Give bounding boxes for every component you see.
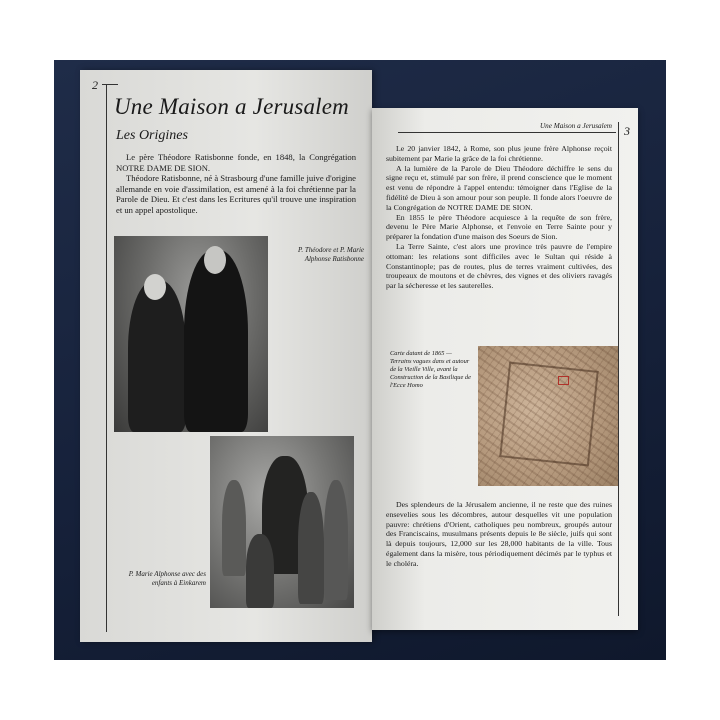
history-text bbox=[386, 144, 612, 291]
history-paragraph: Le 20 janvier 1842, à Rome, son plus jeune frère Alphonse reçoit subitement par Marie la grâce de la foi chrétienne. bbox=[386, 144, 612, 163]
history-paragraph: A la lumière de la Parole de Dieu Théodore déchiffre le sens du signe reçu et, stimulé par son frère, il prend conscience que le moment est venu de répondre à l'appel entendu: témoigner dans l'Eglise de la fidélité de Dieu à son amour pour son peuple. Il fonde alors l'oeuvre de la Congrégation de NOTRE DAME DE SION. bbox=[386, 163, 612, 212]
photo1-caption: P. Théodore et P. Marie Alphonse Ratisbonne bbox=[298, 246, 364, 263]
child-figure bbox=[222, 480, 246, 576]
child-figure bbox=[298, 492, 324, 604]
map-caption: Carte datant de 1865 — Terrains vagues dans et autour de la Vieille Ville, avant la Construction de la Basilique de l'Ecce Homo bbox=[390, 350, 471, 389]
face bbox=[204, 246, 226, 274]
page-title: Une Maison a Jerusalem bbox=[114, 94, 349, 119]
ecce-homo-marker bbox=[558, 376, 569, 385]
child-figure bbox=[246, 534, 274, 608]
old-city-wall bbox=[499, 362, 599, 467]
left-page bbox=[80, 70, 372, 642]
section-subtitle: Les Origines bbox=[116, 128, 188, 143]
priest-figure bbox=[184, 250, 248, 432]
right-page bbox=[372, 108, 638, 630]
ratisbonne-brothers-photo bbox=[114, 236, 268, 432]
page-number-left: 2 bbox=[92, 78, 98, 92]
left-margin-rule bbox=[106, 84, 107, 632]
child-figure bbox=[324, 480, 348, 600]
intro-paragraph: Théodore Ratisbonne, né à Strasbourg d'une famille juive d'origine allemande en voie d'assimilation, est amené à la foi chrétienne par la Parole de Dieu. Et c'est dans les Ecritures qu'il trouve une inspiration et un appel apostolique. bbox=[116, 173, 356, 215]
priest-figure bbox=[128, 280, 186, 432]
header-rule bbox=[398, 132, 616, 133]
photo2-caption: P. Marie Alphonse avec des enfants à Einkarem bbox=[128, 570, 206, 587]
history-paragraph: La Terre Sainte, c'est alors une province très pauvre de l'empire ottoman: les relations sont difficiles avec le Sultan qui réside à Constantinople; pas de routes, plus de terres vraiment cultivées, des troupeaux de moutons et de chèvres, des vignes et des oliviers ravagés par la sécheresse et les sauterelles. bbox=[386, 241, 612, 291]
right-margin-rule bbox=[618, 122, 619, 616]
jerusalem-map-1865 bbox=[478, 346, 618, 486]
children-group-photo bbox=[210, 436, 354, 608]
history-paragraph: En 1855 le père Théodore acquiesce à la requête de son frère, devenu le Père Marie Alphonse, et l'envoie en Terre Sainte pour y préparer la fondation d'une maison des Soeurs de Sion. bbox=[386, 212, 612, 242]
top-corner-rule bbox=[102, 84, 118, 85]
closing-text bbox=[386, 500, 612, 569]
intro-paragraph: Le père Théodore Ratisbonne fonde, en 1848, la Congrégation NOTRE DAME DE SION. bbox=[116, 152, 356, 173]
face bbox=[144, 274, 166, 300]
running-header: Une Maison a Jerusalem bbox=[539, 122, 612, 130]
intro-text bbox=[116, 152, 356, 216]
page-number-right: 3 bbox=[624, 124, 630, 138]
closing-paragraph: Des splendeurs de la Jérusalem ancienne, il ne reste que des ruines ensevelies sous les décombres, autour desquelles vit une population pauvre: chrétiens d'Orient, catholiques peu nombreux, groupés autour des Franciscains, musulmans présents depuis le 8e siècle, juifs qui sont là depuis toujours, 12,000 sur les 28,000 habitants de la ville. Tous également dans la misère, tous périodiquement décimés par le typhus et le choléra. bbox=[386, 500, 612, 568]
